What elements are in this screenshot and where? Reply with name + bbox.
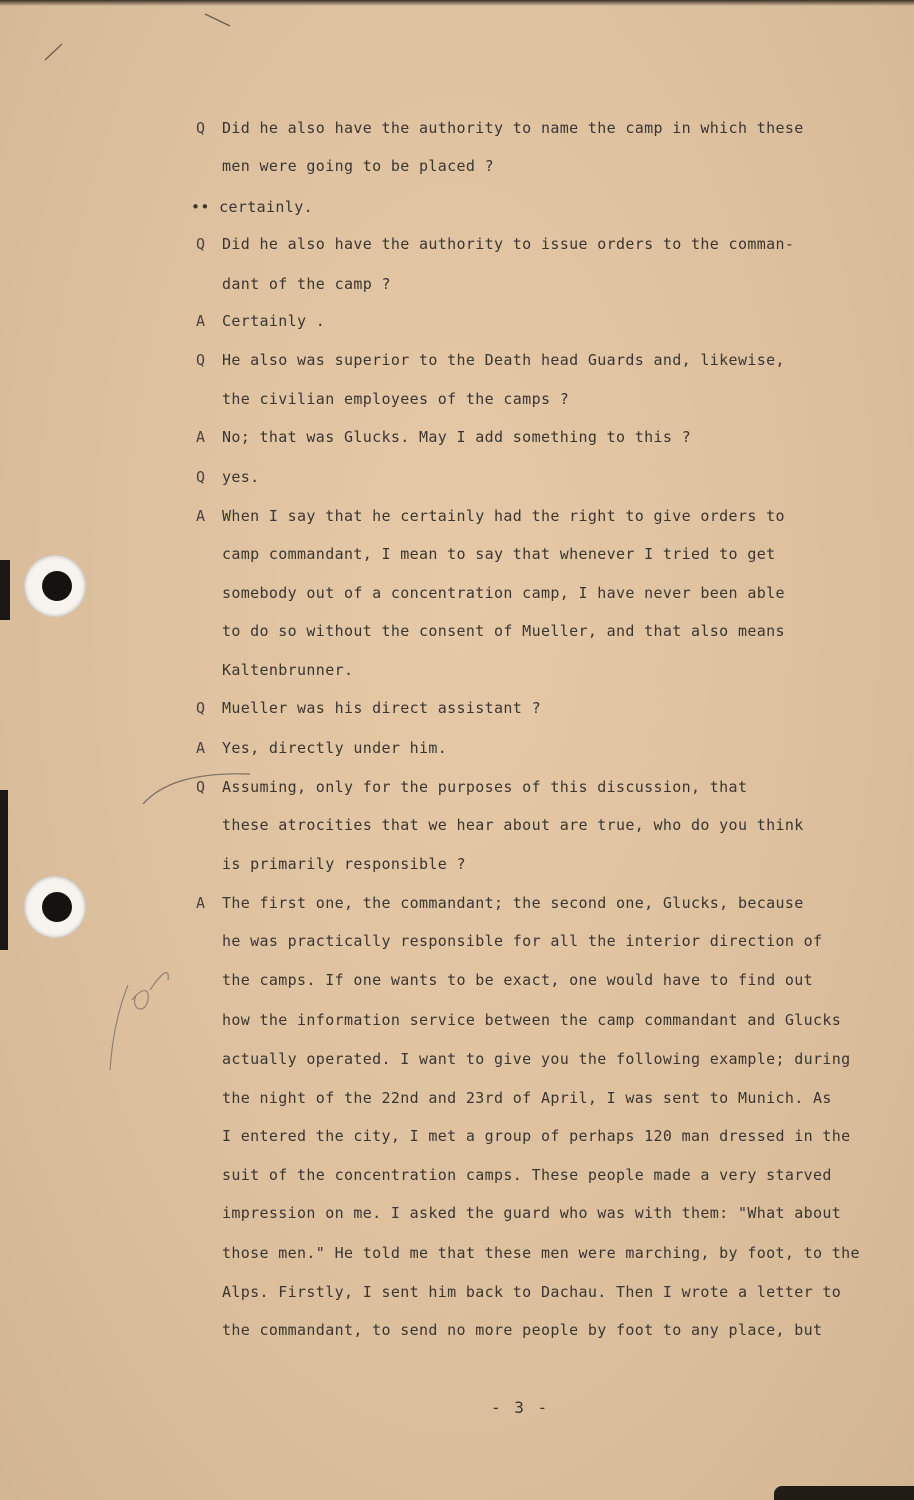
speaker-marker: Q [196,468,206,486]
transcript-line: Yes, directly under him. [222,739,448,757]
transcript-line: When I say that he certainly had the right to give orders to [222,507,785,525]
transcript-line: Alps. Firstly, I sent him back to Dachau. Then I wrote a letter to [222,1283,842,1301]
speaker-marker: Q [196,778,206,796]
transcript-line: to do so without the consent of Mueller, and that also means [222,622,785,640]
transcript-line: those men." He told me that these men were marching, by foot, to the [222,1244,860,1262]
transcript-line: yes. [222,468,260,486]
speaker-marker: A [196,428,206,446]
speaker-marker: A [196,894,206,912]
speaker-marker: A [196,312,206,330]
transcript-line: •• certainly. [191,198,313,216]
transcript-line: I entered the city, I met a group of perhaps 120 man dressed in the [222,1127,851,1145]
speaker-marker: A [196,739,206,757]
transcript-line: The first one, the commandant; the second one, Glucks, because [222,894,804,912]
transcript-line: these atrocities that we hear about are true, who do you think [222,816,804,834]
transcript-line: impression on me. I asked the guard who was with them: "What about [222,1204,842,1222]
transcript-line: the camps. If one wants to be exact, one would have to find out [222,971,813,989]
transcript-line: He also was superior to the Death head Guards and, likewise, [222,351,785,369]
transcript-line: the civilian employees of the camps ? [222,390,570,408]
speaker-marker: Q [196,235,206,253]
transcript-line: somebody out of a concentration camp, I have never been able [222,584,785,602]
transcript-line: men were going to be placed ? [222,157,495,175]
speaker-marker: Q [196,699,206,717]
transcript-line: he was practically responsible for all the interior direction of [222,932,823,950]
transcript-line: camp commandant, I mean to say that whenever I tried to get [222,545,776,563]
transcript-line: the night of the 22nd and 23rd of April, I was sent to Munich. As [222,1089,832,1107]
transcript-line: Did he also have the authority to name the camp in which these [222,119,804,137]
transcript-line: No; that was Glucks. May I add something to this ? [222,428,692,446]
transcript-line: dant of the camp ? [222,275,391,293]
transcript-line: Kaltenbrunner. [222,661,354,679]
transcript-line: Assuming, only for the purposes of this discussion, that [222,778,748,796]
transcript-line: how the information service between the camp commandant and Glucks [222,1011,842,1029]
speaker-marker: Q [196,119,206,137]
page-number: - 3 - [491,1398,550,1417]
transcript-line: actually operated. I want to give you the following example; during [222,1050,851,1068]
transcript-line: the commandant, to send no more people by foot to any place, but [222,1321,823,1339]
transcript-line: is primarily responsible ? [222,855,466,873]
transcript-line: Certainly . [222,312,326,330]
speaker-marker: Q [196,351,206,369]
transcript-line: Mueller was his direct assistant ? [222,699,541,717]
speaker-marker: A [196,507,206,525]
transcript-line: Did he also have the authority to issue orders to the comman- [222,235,795,253]
transcript-line: suit of the concentration camps. These people made a very starved [222,1166,832,1184]
